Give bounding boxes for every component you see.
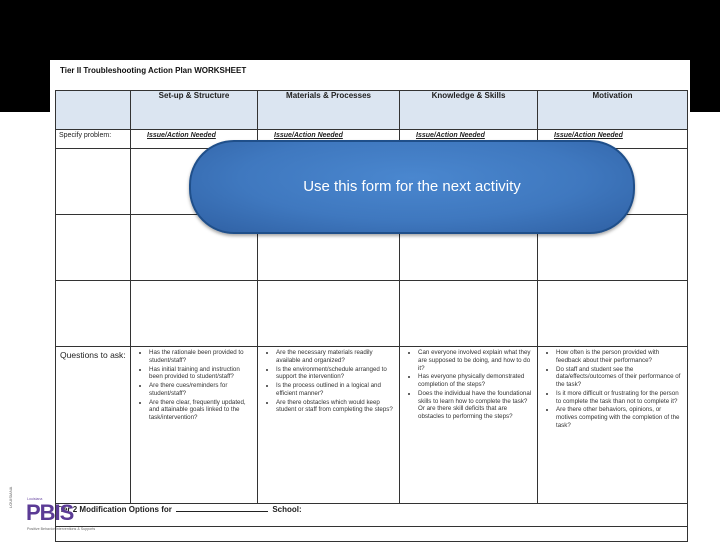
issue-cell-1: Issue/Action Needed [131,130,258,149]
question-item: • How often is the person provided with feedback about their performance? [556,349,684,365]
question-item: • Has everyone physically demonstrated completion of the steps? [418,373,534,389]
header-row [56,91,688,130]
header-setup: Set-up & Structure [131,91,258,130]
header-materials: Materials & Processes [258,91,400,130]
questions-cell-motivation [538,347,688,504]
issue-cell-4: Issue/Action Needed [538,130,688,149]
bottom-row [56,527,688,542]
question-item: • Are there obstacles which would keep student or staff from completing the steps? [276,399,396,415]
header-knowledge: Knowledge & Skills [400,91,538,130]
header-motivation: Motivation [538,91,688,130]
question-item: • Are there cues/reminders for student/staff? [149,382,254,398]
questions-label: Questions to ask: [56,347,131,504]
callout-oval [189,140,635,234]
questions-cell-setup [131,347,258,504]
question-item: • Has the rationale been provided to student/staff? [149,349,254,365]
question-item: • Can everyone involved explain what they are supposed to be doing, and how to do it? [418,349,534,372]
question-item: • Is the environment/schedule arranged to support the intervention? [276,366,396,382]
logo-side-text: LOUISIANA [8,486,13,508]
header-corner [56,91,131,130]
worksheet [50,60,690,514]
specify-problem-label: Specify problem: [56,130,131,149]
question-item: • Are the necessary materials readily available and organized? [276,349,396,365]
question-item: • Has initial training and instruction been provided to student/staff? [149,366,254,382]
modification-cell [56,504,688,527]
questions-cell-materials [258,347,400,504]
questions-cell-knowledge [400,347,538,504]
modification-row [56,504,688,527]
question-item: • Do staff and student see the data/effects/outcomes of their performance of the task? [556,366,684,389]
modification-blank-line [176,504,268,512]
blank-row [56,281,688,347]
question-item: • Is it more difficult or frustrating for the person to complete the task than not to complete it? [556,390,684,406]
callout-text: Use this form for the next activity [303,178,521,195]
school-label: School: [272,505,302,514]
issue-cell-3: Issue/Action Needed [400,130,538,149]
question-item: • Are there other behaviors, opinions, or motives competing with the completion of the task? [556,406,684,429]
logo-subtitle: Positive Behavior Interventions & Supports [27,527,96,531]
question-item: • Is the process outlined in a logical and efficient manner? [276,382,396,398]
questions-row [56,347,688,504]
issue-cell-2: Issue/Action Needed [258,130,400,149]
worksheet-title: Tier II Troubleshooting Action Plan WORKSHEET [60,66,247,75]
question-item: • Does the individual have the foundational skills to learn how to complete the task? Or are there skill deficits that are obstacles to performing the steps? [418,390,534,421]
modification-label: Tier 2 Modification Options for [56,505,172,514]
logo-top-text: Louisiana [27,497,43,501]
question-item: • Are there clear, frequently updated, and attainable goals linked to the task/intervention? [149,399,254,422]
logo-wordmark: PBIS [26,500,74,525]
